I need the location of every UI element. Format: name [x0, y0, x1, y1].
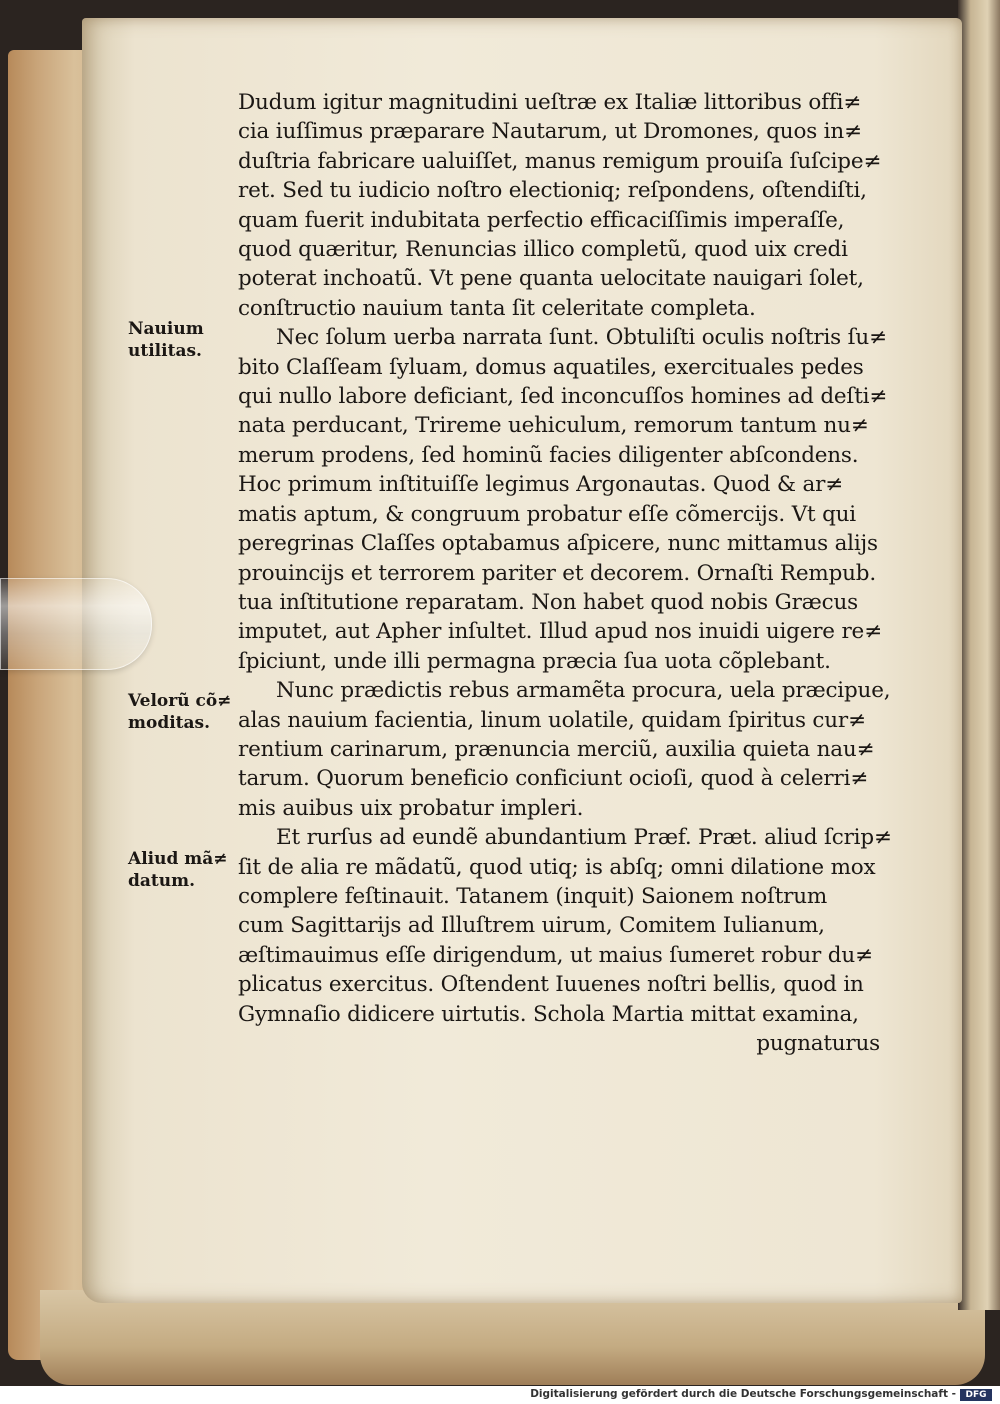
book-cover-board: [40, 1290, 985, 1385]
text-line: cia iuſſimus præparare Nautarum, ut Dromones, quos in≠: [238, 119, 862, 145]
text-line: imputet, aut Apher inſultet. Illud apud nos inuidi uigere re≠: [238, 619, 882, 645]
text-line: ſpiciunt, unde illi permagna præcia ſua uota cõplebant.: [238, 648, 831, 674]
text-line: duſtria fabricare ualuiſſet, manus remigum prouiſa ſuſcipe≠: [238, 148, 882, 174]
marginal-line: Aliud mã≠: [128, 849, 228, 869]
dfg-logo: DFG: [960, 1389, 992, 1401]
text-line: plicatus exercitus. Oſtendent Iuuenes noſtri bellis, quod in: [238, 972, 864, 998]
text-line: conſtructio nauium tanta ſit celeritate completa.: [238, 295, 756, 321]
marginal-line: Velorũ cõ≠: [128, 691, 232, 711]
text-line: Nec ſolum uerba narrata ſunt. Obtuliſti oculis noſtris ſu≠: [276, 325, 887, 351]
text-line: Dudum igitur magnitudini ueſtræ ex Italiæ littoribus offi≠: [238, 90, 862, 115]
text-line: peregrinas Claſſes optabamus aſpicere, nunc mittamus alijs: [238, 531, 878, 557]
text-line: ſit de alia re mãdatũ, quod utiq; is abſq; omni dilatione mox: [238, 854, 876, 880]
text-line: Nunc prædictis rebus armamẽta procura, uela præcipue,: [276, 678, 891, 704]
text-line: bito Claſſeam ſyluam, domus aquatiles, exercituales pedes: [238, 354, 864, 380]
text-line: prouincijs et terrorem pariter et decorem. Ornaſti Rempub.: [238, 560, 877, 586]
text-line: ret. Sed tu iudicio noſtro electioniq; reſpondens, oſtendiſti,: [238, 178, 867, 204]
text-line: æſtimauimus eſſe dirigendum, ut maius ſumeret robur du≠: [238, 942, 873, 968]
marginal-line: moditas.: [128, 713, 211, 733]
text-line: quam fuerit indubitata perfectio efficaciſſimis imperaſſe,: [238, 207, 845, 233]
text-line: merum prodens, ſed hominũ facies diligenter abſcondens.: [238, 442, 859, 468]
text-line: Et rurſus ad eundẽ abundantium Præf. Præt. aliud ſcrip≠: [276, 825, 892, 851]
text-line: poterat inchoatũ. Vt pene quanta uelocitate nauigari ſolet,: [238, 266, 864, 292]
text-line: Gymnaſio didicere uirtutis. Schola Martia mittat examina,: [238, 1001, 859, 1027]
text-line: nata perducant, Trireme uehiculum, remorum tantum nu≠: [238, 413, 869, 439]
marginal-note-aliud: [128, 848, 238, 892]
glass-page-weight: [0, 578, 152, 670]
funding-credit: Digitalisierung gefördert durch die Deutsche Forschungsgemeinschaft -: [530, 1388, 956, 1400]
catchword: pugnaturus: [756, 1031, 880, 1056]
main-text-block: [238, 88, 892, 1058]
text-line: mis auibus uix probatur impleri.: [238, 795, 584, 821]
text-line: quod quæritur, Renuncias illico completũ, quod uix credi: [238, 237, 848, 263]
text-line: cum Sagittarijs ad Illuſtrem uirum, Comitem Iulianum,: [238, 913, 825, 939]
marginal-note-velorum: [128, 690, 238, 734]
marginal-line: utilitas.: [128, 341, 202, 361]
adjacent-page-edge: [958, 0, 1000, 1310]
text-line: alas nauium facientia, linum uolatile, quidam ſpiritus cur≠: [238, 707, 866, 733]
marginal-line: Nauium: [128, 319, 204, 339]
text-line: tarum. Quorum beneficio conficiunt ocioſi, quod à celerri≠: [238, 766, 869, 792]
text-line: qui nullo labore deficiant, ſed inconcuſſos homines ad deſti≠: [238, 384, 888, 410]
text-line: rentium carinarum, prænuncia merciũ, auxilia quieta nau≠: [238, 736, 875, 762]
marginal-line: datum.: [128, 871, 196, 891]
text-line: complere feſtinauit. Tatanem (inquit) Saionem noſtrum: [238, 883, 828, 909]
marginal-note-nauium: [128, 318, 238, 362]
text-line: Hoc primum inſtituiſſe legimus Argonautas. Quod & ar≠: [238, 472, 843, 498]
footer-bar: [0, 1386, 1000, 1404]
text-line: matis aptum, & congruum probatur eſſe cõmercijs. Vt qui: [238, 501, 856, 527]
text-line: tua inſtitutione reparatam. Non habet quod nobis Græcus: [238, 589, 858, 615]
